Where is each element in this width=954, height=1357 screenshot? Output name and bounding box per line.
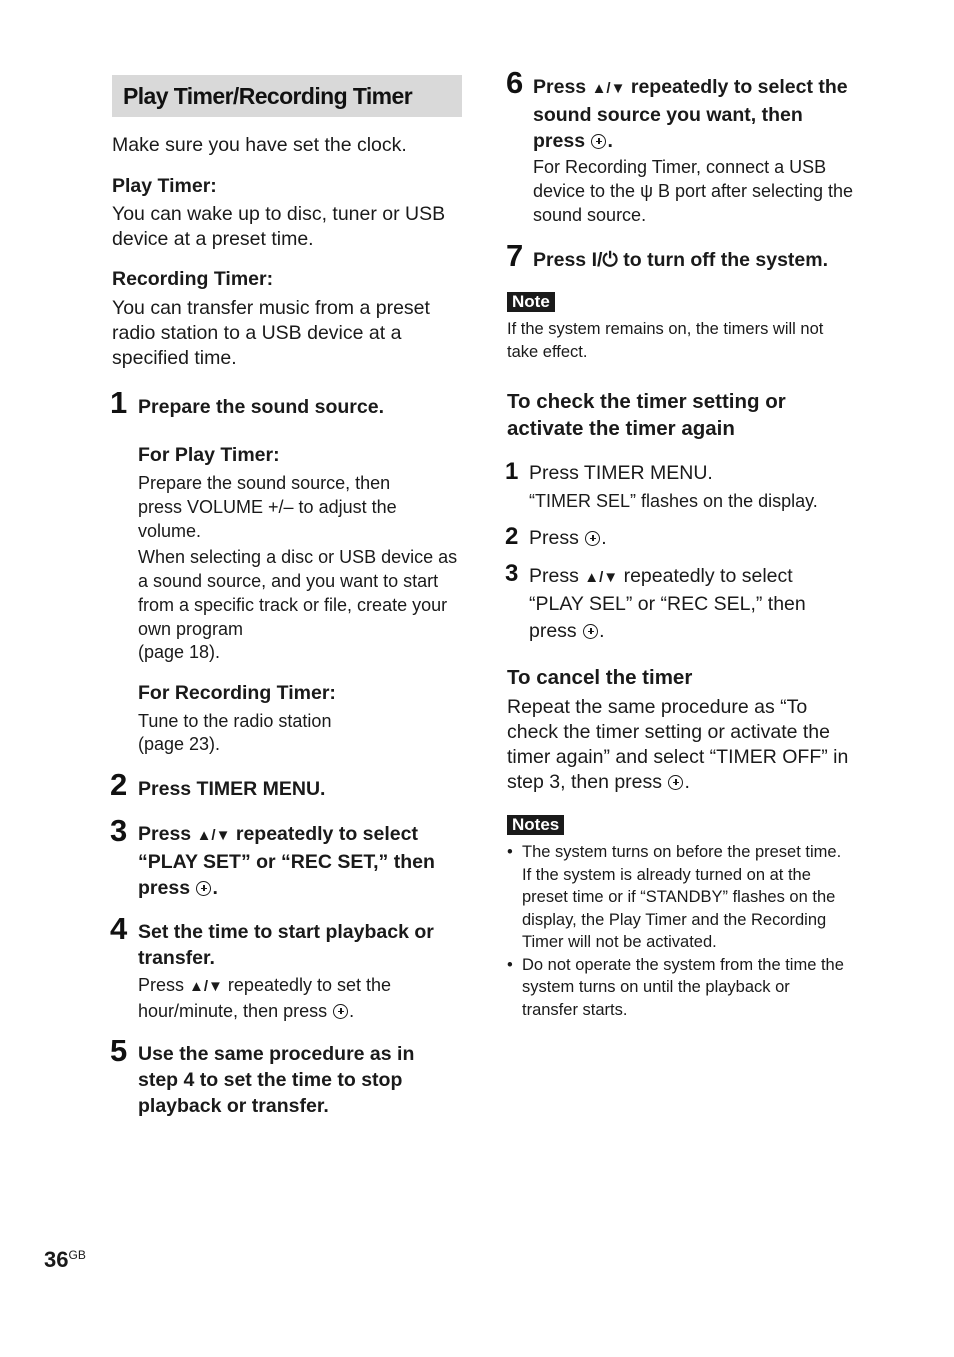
check-step-3-number: 3 [505,560,519,587]
check-step-1-number: 1 [505,458,519,485]
step-2-text: Press TIMER MENU. [138,778,326,800]
enter-button-icon [583,624,598,639]
up-down-arrows-icon: ▲/▼ [591,80,626,97]
check-section-heading: To check the timer setting or activate the timer again [507,390,786,440]
step-1-number: 1 [110,385,128,420]
step-3-text: Press ▲/▼ repeatedly to select “PLAY SET” or “REC SET,” then press . [138,823,435,899]
enter-button-icon [585,531,600,546]
step-5-number: 5 [110,1033,128,1068]
enter-button-icon [591,134,606,149]
notes-tag: Notes [507,815,564,835]
enter-button-icon [333,1004,348,1019]
cancel-section-heading: To cancel the timer [507,666,693,689]
up-down-arrows-icon: ▲/▼ [189,978,223,995]
step-7-text: Press I/⏻ to turn off the system. [533,249,829,271]
intro-text: Make sure you have set the clock. [112,134,407,156]
step-7-number: 7 [506,238,524,273]
check-step-1-text: Press TIMER MENU. [529,462,713,484]
note-text: If the system remains on, the timers will not take effect. [507,320,824,361]
step-2-number: 2 [110,767,128,802]
step-4-number: 4 [110,911,128,946]
up-down-arrows-icon: ▲/▼ [584,569,619,586]
note-tag: Note [507,292,555,312]
step-1-play-heading: For Play Timer: [138,444,280,466]
step-1-page-ref-18: (page 18). [138,642,221,662]
step-5-text: Use the same procedure as in step 4 to set the time to stop playback or transfer. [138,1043,415,1117]
step-1-rec-text: Tune to the radio station [138,711,332,731]
recording-timer-heading: Recording Timer: [112,268,274,290]
up-down-arrows-icon: ▲/▼ [196,827,231,844]
check-step-1-detail: “TIMER SEL” flashes on the display. [529,491,818,511]
play-timer-heading: Play Timer: [112,175,217,197]
cancel-section-text: Repeat the same procedure as “To check the timer setting or activate the timer again” and select “TIMER OFF” in step 3, then press . [507,696,849,793]
step-1-page-ref-23: (page 23). [138,734,221,754]
check-step-2-number: 2 [505,523,519,550]
step-4-detail: Press ▲/▼ repeatedly to set the hour/minute, then press . [138,975,392,1021]
step-1-play-text: Prepare the sound source, then press VOLUME +/– to adjust the volume. [138,473,397,541]
step-4-text: Set the time to start playback or transfer. [138,921,434,969]
enter-button-icon [668,775,683,790]
step-6-number: 6 [506,65,524,100]
power-icon: I/⏻ [591,249,618,271]
notes-list [507,841,847,1021]
section-title: Play Timer/Recording Timer [112,75,462,117]
usb-icon: ψ [640,181,653,201]
check-step-2-text: Press . [529,527,607,549]
step-1-text: Prepare the sound source. [138,396,384,418]
step-6-text: Press ▲/▼ repeatedly to select the sound source you want, then press . [533,76,848,152]
step-1-rec-heading: For Recording Timer: [138,682,336,704]
notes-item: • The system turns on before the preset time. If the system is already turned on at the preset time or if “STANDBY” flashes on the display, the Play Timer and the Recording Timer will not be activated. [507,841,847,954]
notes-item: • Do not operate the system from the time the system turns on until the playback or transfer starts. [507,954,847,1022]
step-1-play-note: When selecting a disc or USB device as a sound source, and you want to start from a specific track or file, create your own program [138,547,458,639]
step-6-detail: For Recording Timer, connect a USB device to the ψ B port after selecting the sound source. [533,157,854,225]
enter-button-icon [196,881,211,896]
page-number: $36^{GB}$ [44,1247,86,1272]
step-3-number: 3 [110,813,128,848]
recording-timer-text: You can transfer music from a preset radio station to a USB device at a specified time. [112,297,430,369]
check-step-3-text: Press ▲/▼ repeatedly to select “PLAY SEL” or “REC SEL,” then press . [529,565,806,642]
play-timer-text: You can wake up to disc, tuner or USB device at a preset time. [112,203,446,250]
